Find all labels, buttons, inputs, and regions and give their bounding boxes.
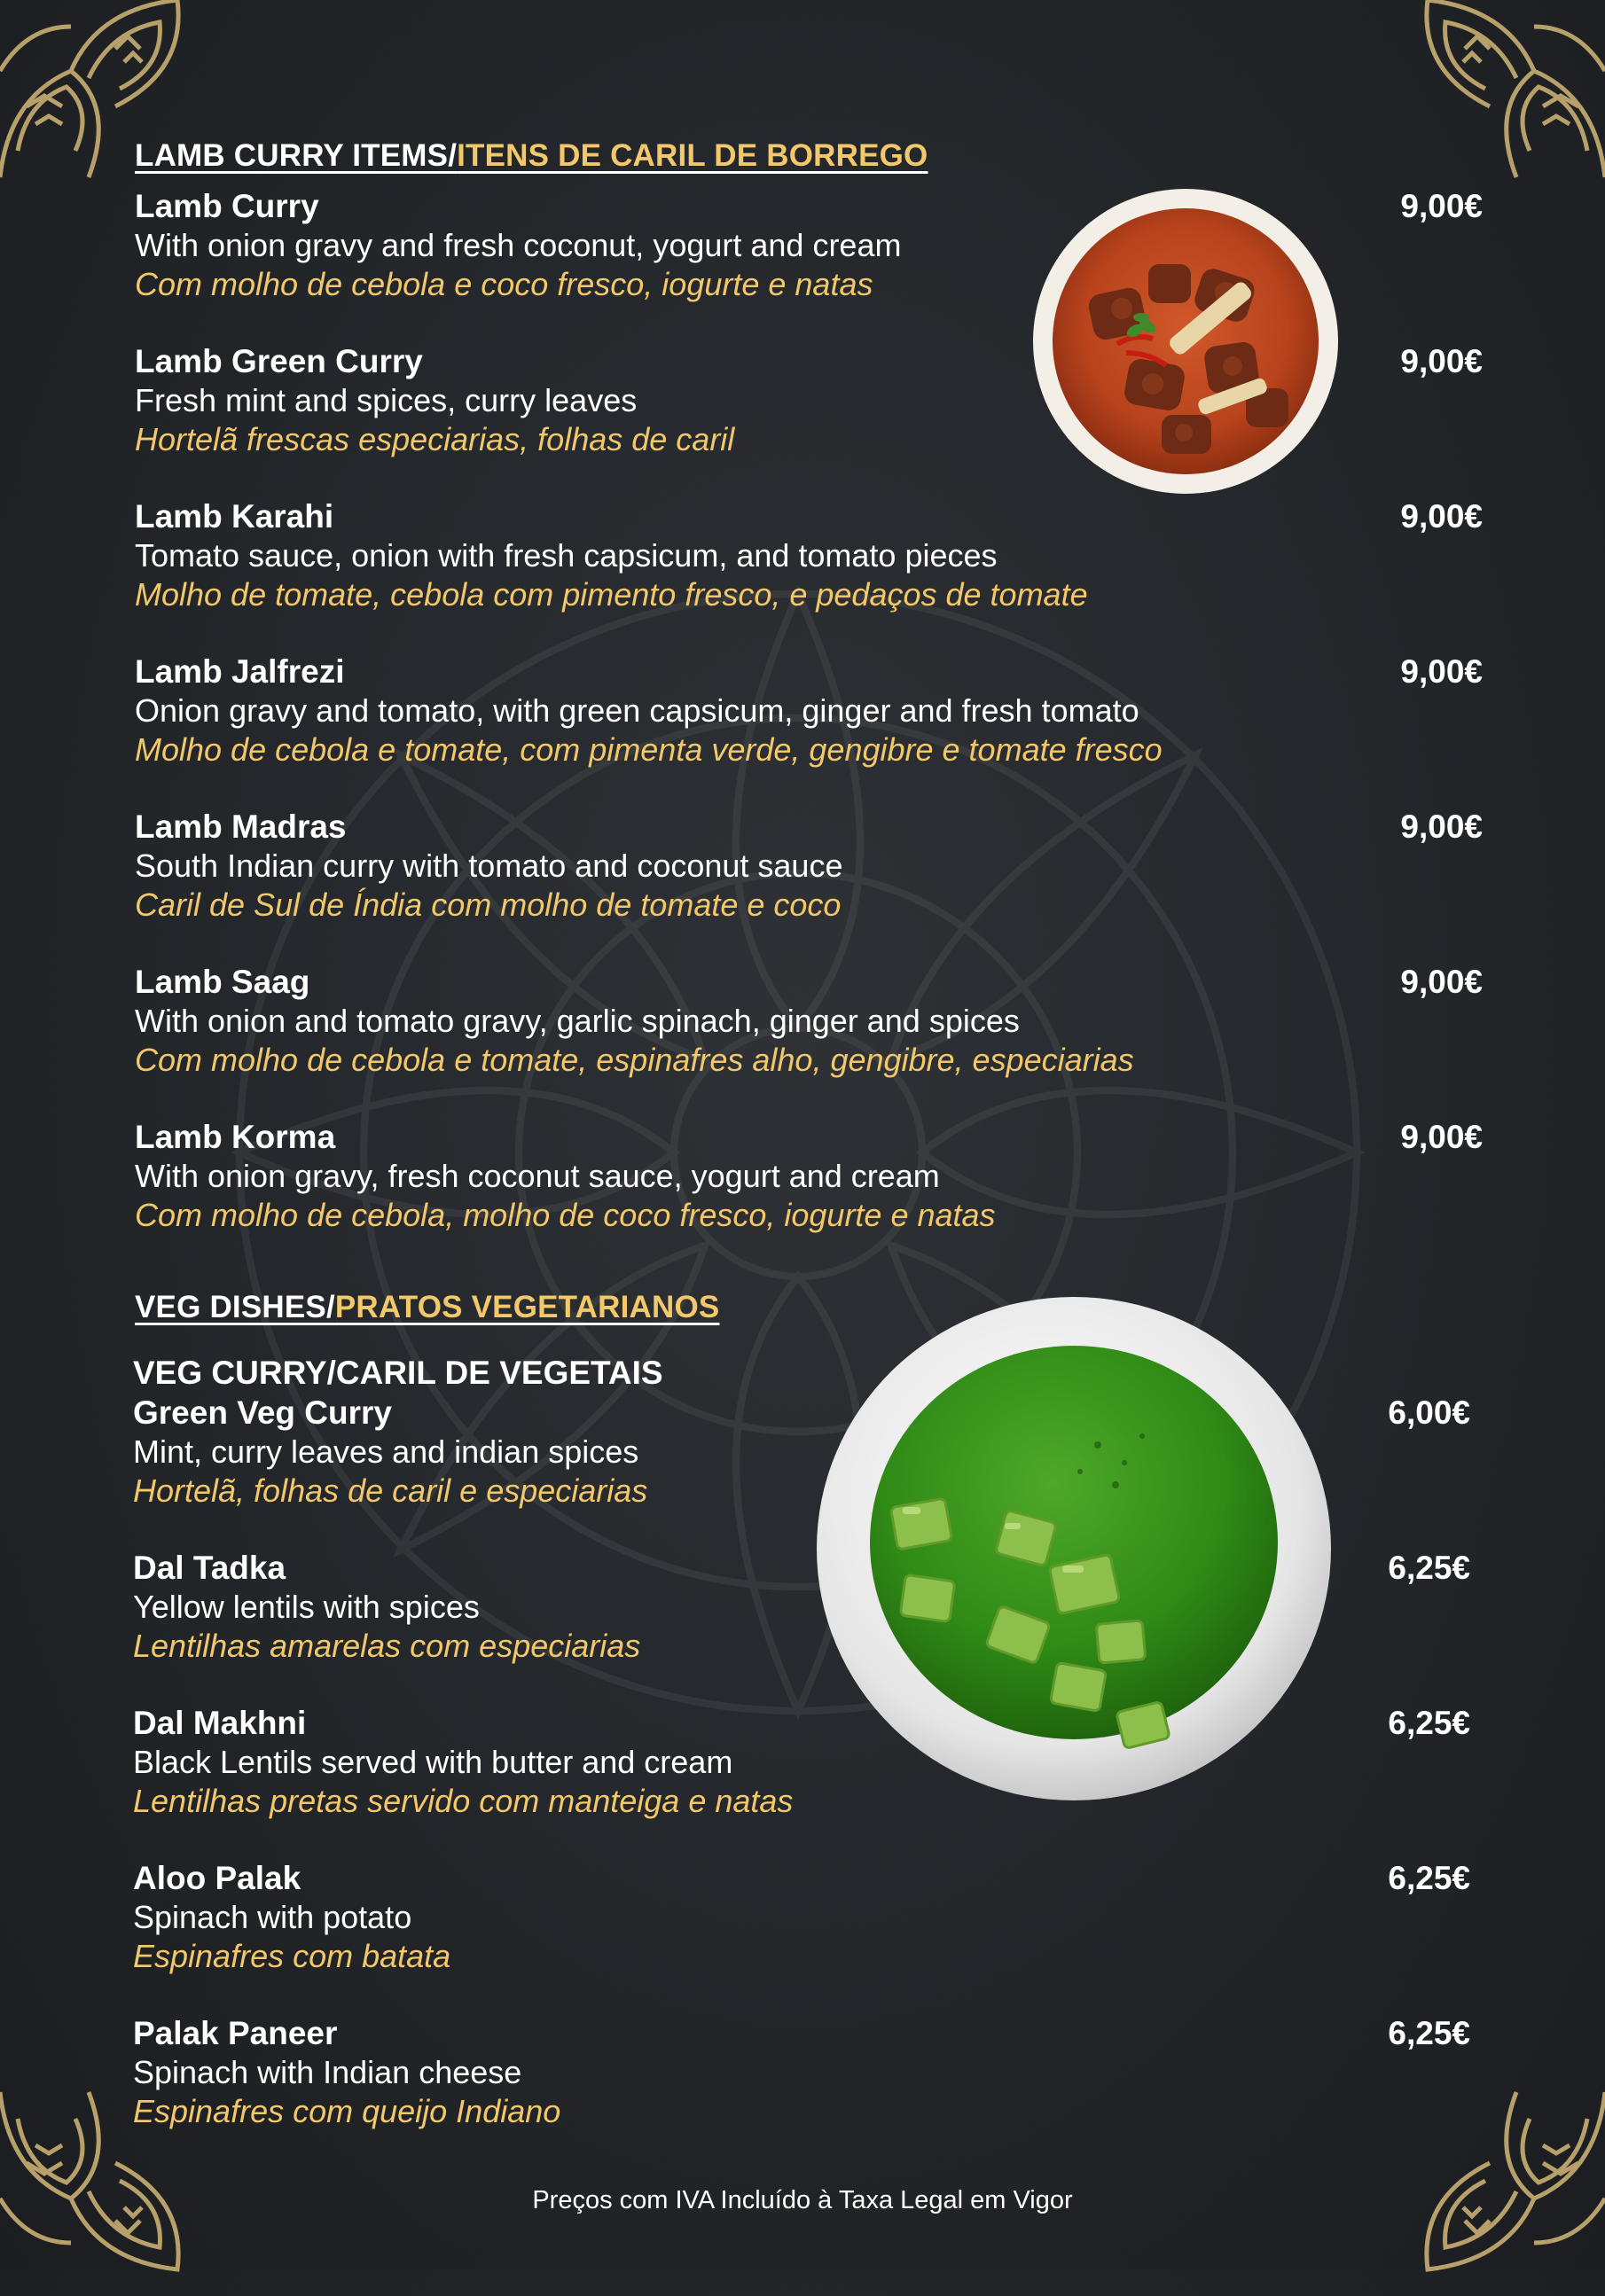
item-description: Onion gravy and tomato, with green capsicum, ginger and fresh tomato xyxy=(135,692,1139,729)
item-name: Lamb Saag xyxy=(135,964,310,1000)
item-description-pt: Espinafres com batata xyxy=(133,1938,451,1974)
item-description: Mint, curry leaves and indian spices xyxy=(133,1433,639,1470)
menu-item xyxy=(135,653,1483,786)
item-description: Spinach with Indian cheese xyxy=(133,2054,522,2090)
item-description-pt: Caril de Sul de Índia com molho de tomate e coco xyxy=(135,886,842,923)
item-name: Aloo Palak xyxy=(133,1860,301,1896)
item-description-pt: Com molho de cebola e coco fresco, iogurte e natas xyxy=(135,266,873,302)
item-price: 9,00€ xyxy=(1400,653,1483,690)
item-description-pt: Molho de cebola e tomate, com pimenta verde, gengibre e tomate fresco xyxy=(135,731,1163,768)
item-description-pt: Lentilhas amarelas com especiarias xyxy=(133,1628,641,1664)
menu-item xyxy=(135,498,1483,631)
menu-item xyxy=(133,1705,1470,1838)
item-description: Yellow lentils with spices xyxy=(133,1589,480,1625)
item-description-pt: Hortelã, folhas de caril e especiarias xyxy=(133,1472,648,1509)
menu-item xyxy=(135,964,1483,1097)
item-description: With onion and tomato gravy, garlic spinach, ginger and spices xyxy=(135,1003,1020,1039)
item-description: With onion gravy and fresh coconut, yogurt and cream xyxy=(135,227,902,263)
item-price: 9,00€ xyxy=(1400,498,1483,535)
footer-note: Preços com IVA Incluído à Taxa Legal em Vigor xyxy=(532,2186,1073,2214)
lamb-section-title-en: LAMB CURRY ITEMS/ xyxy=(135,138,458,173)
item-name: Lamb Madras xyxy=(135,808,347,845)
item-price: 6,25€ xyxy=(1388,1550,1470,1586)
item-price: 6,00€ xyxy=(1388,1394,1470,1431)
item-description-pt: Espinafres com queijo Indiano xyxy=(133,2093,561,2129)
veg-subheading: VEG CURRY/CARIL DE VEGETAIS xyxy=(133,1355,663,1391)
item-name: Palak Paneer xyxy=(133,2015,338,2051)
item-description: Black Lentils served with butter and cream xyxy=(133,1744,733,1780)
item-description: Spinach with potato xyxy=(133,1899,412,1935)
mandala-ornament-icon xyxy=(1401,0,1605,204)
item-price: 6,25€ xyxy=(1388,1860,1470,1896)
menu-item xyxy=(135,343,1483,476)
item-price: 9,00€ xyxy=(1400,343,1483,379)
menu-item xyxy=(133,1860,1470,1993)
veg-section-title-en: VEG DISHES/ xyxy=(135,1290,335,1324)
menu-item xyxy=(133,1394,1470,1527)
item-price: 6,25€ xyxy=(1388,1705,1470,1741)
menu-item xyxy=(135,188,1483,321)
item-name: Lamb Korma xyxy=(135,1119,336,1155)
menu-item xyxy=(135,1119,1483,1252)
item-description: South Indian curry with tomato and coconut sauce xyxy=(135,847,843,884)
menu-item xyxy=(133,1550,1470,1683)
item-description-pt: Lentilhas pretas servido com manteiga e natas xyxy=(133,1783,794,1819)
item-name: Lamb Karahi xyxy=(135,498,334,535)
item-name: Dal Tadka xyxy=(133,1550,286,1586)
item-name: Lamb Green Curry xyxy=(135,343,423,379)
lamb-section-title-pt: ITENS DE CARIL DE BORREGO xyxy=(457,138,928,173)
item-price: 9,00€ xyxy=(1400,808,1483,845)
item-name: Lamb Curry xyxy=(135,188,319,224)
item-name: Dal Makhni xyxy=(133,1705,307,1741)
item-price: 9,00€ xyxy=(1400,964,1483,1000)
item-name: Lamb Jalfrezi xyxy=(135,653,345,690)
veg-section-title xyxy=(135,1290,719,1325)
item-price: 9,00€ xyxy=(1400,1119,1483,1155)
menu-item xyxy=(135,808,1483,941)
item-price: 9,00€ xyxy=(1400,188,1483,224)
item-description-pt: Hortelã frescas especiarias, folhas de caril xyxy=(135,421,735,457)
item-description-pt: Com molho de cebola e tomate, espinafres alho, gengibre, especiarias xyxy=(135,1042,1134,1078)
item-description: Tomato sauce, onion with fresh capsicum, and tomato pieces xyxy=(135,537,998,574)
item-price: 6,25€ xyxy=(1388,2015,1470,2051)
veg-section-title-pt: PRATOS VEGETARIANOS xyxy=(334,1290,720,1324)
lamb-section-title xyxy=(135,138,928,174)
item-description: With onion gravy, fresh coconut sauce, yogurt and cream xyxy=(135,1158,940,1194)
item-name: Green Veg Curry xyxy=(133,1394,393,1431)
item-description-pt: Com molho de cebola, molho de coco fresco, iogurte e natas xyxy=(135,1197,996,1233)
item-description-pt: Molho de tomate, cebola com pimento fresco, e pedaços de tomate xyxy=(135,576,1088,613)
menu-item xyxy=(133,2015,1470,2148)
item-description: Fresh mint and spices, curry leaves xyxy=(135,382,638,418)
